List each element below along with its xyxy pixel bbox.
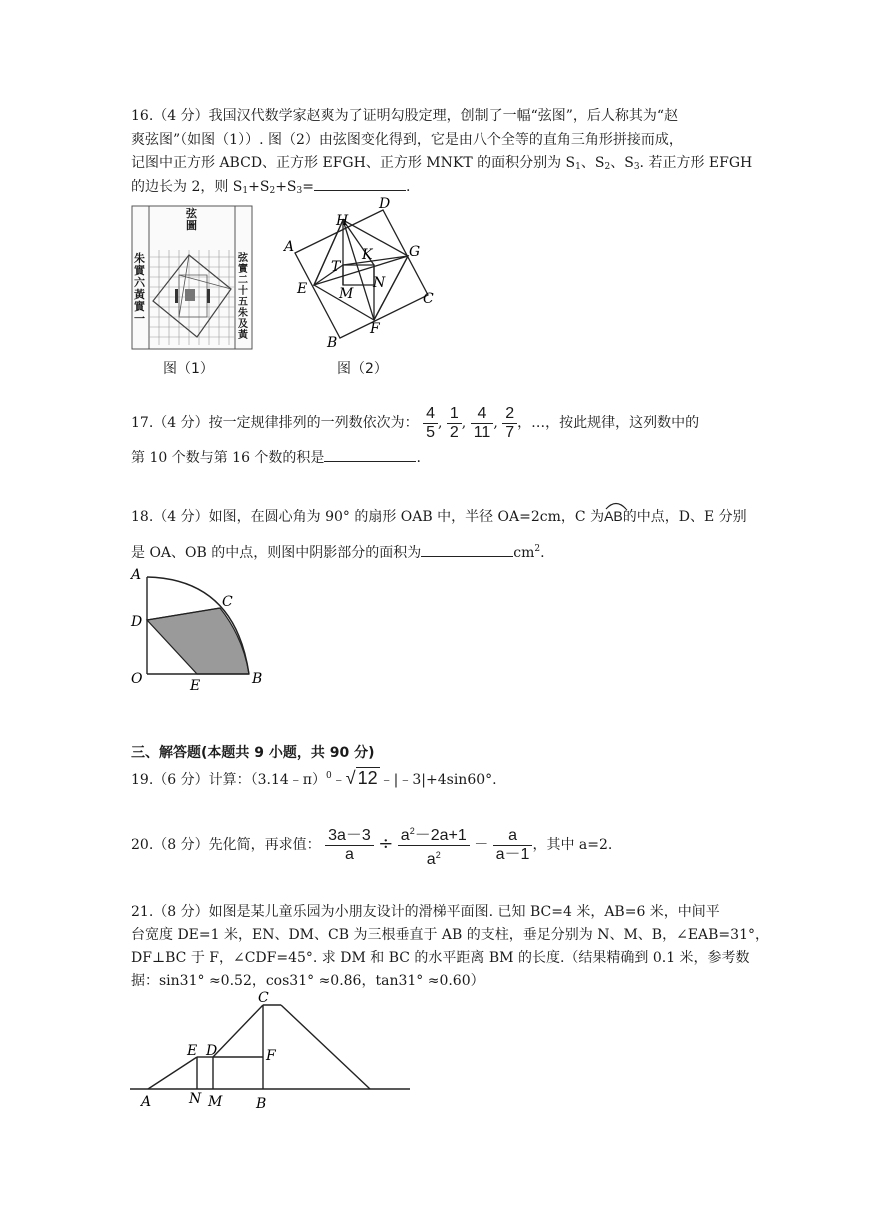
label-n: N [373,275,386,291]
label-f: F [266,1048,276,1064]
answer-blank-17[interactable] [324,447,416,462]
label-b: B [252,671,263,687]
fraction-quadratic-over-a2: $\frac{a^2-2a+1}{a^2}$ [398,822,470,869]
q16-line-4: 的边长为 2，则 $S_1+S_2+S_3=$ . [131,176,410,201]
label-m: M [208,1094,223,1110]
q18-line-2: 是 OA、OB 的中点，则图中阴影部分的面积为 $cm^2$. [131,544,545,561]
q20-line: 20.（8 分）先化简，再求值： $\frac{3a-3}{a}$ ÷ $\frac{a^2-2a+1}{a^2}$ － $\frac{a}{a-1}$ ，其中 a=2. [131,820,612,869]
figure-2-caption: 图（2） [337,361,388,377]
label-m: M [339,286,354,302]
figure-2 [280,195,440,375]
label-t: T [331,259,341,275]
label-k: K [362,247,373,263]
label-e: E [190,678,201,690]
q21-line-3: DF⊥BC 于 F，∠CDF=45°. 求 DM 和 BC 的水平距离 BM 的长度.（结果精确到 0.1 米，参考数 [131,950,750,966]
label-f: F [370,321,380,337]
sqrt-12: √ 12 [345,768,378,788]
q19-line: 19.（6 分）计算：（3.14﹣π）$^0$﹣√ 12 ﹣|﹣3|+4sin60°. [131,768,497,788]
arc-ab: AB [604,506,623,526]
label-a: A [131,567,142,583]
left-column-text: 朱實六黃實一 [134,252,145,325]
right-column-text: 弦實二十五朱及黃 [238,253,248,341]
fraction-4-5: $\frac{4}{5}$ [423,405,438,442]
label-b: B [256,1096,267,1110]
fraction-4-11: $\frac{4}{11}$ [471,405,494,442]
fraction-2-7: $\frac{2}{7}$ [502,405,517,442]
figure-1-caption: 图（1） [163,361,214,377]
q18-line-1: 18.（4 分）如图，在圆心角为 90° 的扇形 OAB 中，半径 OA=2cm，C 为 AB的中点，D、E 分别 [131,506,747,527]
label-n: N [189,1091,202,1107]
q21-line-4: 据：sin31° ≈0.52，cos31° ≈0.86，tan31° ≈0.60） [131,973,485,989]
sector-figure [125,565,275,690]
label-e: E [187,1043,198,1059]
q16-line-3: 记图中正方形 ABCD、正方形 EFGH、正方形 MNKT 的面积分别为 $S_1$、$S_2$、$S_3$. 若正方形 EFGH [131,155,753,172]
q16-line-1: 16.（4 分）我国汉代数学家赵爽为了证明勾股定理，创制了一幅“弦图”，后人称其为“赵 [131,108,679,124]
label-a: A [141,1094,152,1110]
label-g: G [409,244,421,260]
label-d: D [131,614,143,630]
q17-line-1: 17.（4 分）按一定规律排列的一列数依次为： $\frac{4}{5}$ , $\frac{1}{2}$ , $\frac{4}{11}$ , $\frac{2}{7}$ ，…，按此规律，这列数中的 [131,404,700,441]
label-c: C [258,990,269,1006]
slide-figure [128,988,413,1110]
answer-blank-16[interactable] [314,176,406,191]
fraction-a-over-a-1: $\frac{a}{a-1}$ [493,827,533,864]
q16-line-2: 爽弦图”（如图（1））. 图（2）由弦图变化得到，它是由八个全等的直角三角形拼接而成， [131,132,683,148]
label-o: O [131,671,143,687]
label-d: D [379,196,391,212]
label-d: D [206,1043,218,1059]
fraction-1-2: $\frac{1}{2}$ [447,405,462,442]
fraction-3a-3-over-a: $\frac{3a-3}{a}$ [325,827,374,864]
label-h: H [336,213,349,229]
xian-tu-title: 弦圖 [186,207,197,232]
label-b: B [327,335,338,351]
label-c: C [222,594,233,610]
label-e: E [297,281,308,297]
q21-line-2: 台宽度 DE=1 米，EN、DM、CB 为三根垂直于 AB 的支柱，垂足分别为 N、M、B，∠EAB=31°， [131,927,769,943]
answer-blank-18[interactable] [421,542,513,557]
label-a: A [284,239,295,255]
label-c: C [423,291,434,307]
q17-line-2: 第 10 个数与第 16 个数的积是 . [131,447,421,468]
section-title: 三、解答题(本题共 9 小题，共 90 分) [131,745,375,761]
xian-tu-figure-1 [131,205,253,350]
q21-line-1: 21.（8 分）如图是某儿童乐园为小朋友设计的滑梯平面图. 已知 BC=4 米，AB=6 米，中间平 [131,904,720,920]
